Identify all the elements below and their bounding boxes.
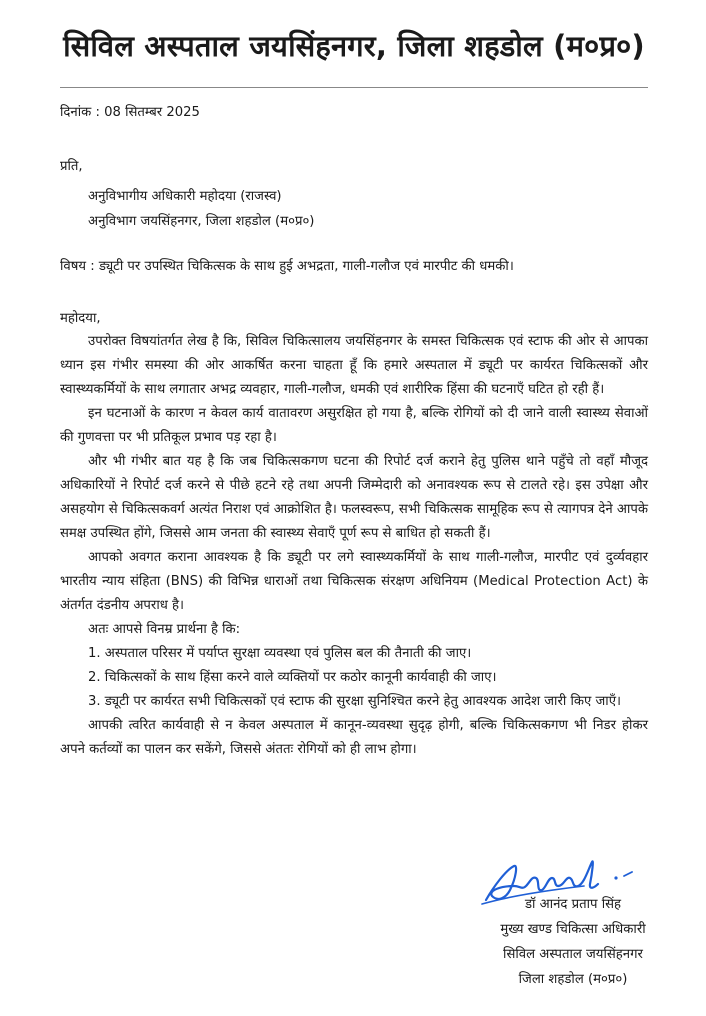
recipient-address — [60, 184, 648, 234]
request-item-3: 3. ड्यूटी पर कार्यरत सभी चिकित्सकों एवं स्टाफ की सुरक्षा सुनिश्चित करने हेतु आवश्यक आदेश जारी किए जाएँ। — [88, 694, 621, 709]
signatory-district: जिला शहडोल (म०प्र०) — [518, 972, 628, 987]
signatory-organization: सिविल अस्पताल जयसिंहनगर — [503, 947, 643, 962]
letterhead-title: सिविल अस्पताल जयसिंहनगर, जिला शहडोल (म०प्र०) — [63, 29, 645, 63]
body-paragraph-3: और भी गंभीर बात यह है कि जब चिकित्सकगण घटना की रिपोर्ट दर्ज कराने हेतु पुलिस थाने पहुँचे तो वहाँ मौजूद अधिकारियों ने रिपोर्ट दर्ज करने से पीछे हटने रहे तथा अपनी जिम्मेदारी को अनावश्यक रूप से टालते रहे। इस उपेक्षा और असहयोग से चिकित्सकवर्ग अत्यंत निराश एवं आक्रोशित है। फलस्वरूप, सभी चिकित्सक सामूहिक रूप से त्यागपत्र देने आपके समक्ष उपस्थित होंगे, जिससे आम जनता की स्वास्थ्य सेवाएँ पूर्ण रूप से बाधित हो सकती हैं। — [60, 454, 648, 541]
signatory-designation: मुख्य खण्ड चिकित्सा अधिकारी — [500, 922, 646, 937]
header-divider — [60, 87, 648, 88]
request-intro: अतः आपसे विनम्र प्रार्थना है कि: — [88, 622, 241, 637]
closing-paragraph: आपकी त्वरित कार्यवाही से न केवल अस्पताल में कानून-व्यवस्था सुदृढ़ होगी, बल्कि चिकित्सकगण भी निडर होकर अपने कर्तव्यों का पालन कर सकेंगे, जिससे अंततः रोगियों को ही लाभ होगा। — [60, 718, 648, 757]
recipient-line-2: अनुविभाग जयसिंहनगर, जिला शहडोल (म०प्र०) — [88, 214, 315, 229]
letter-date: दिनांक : 08 सितम्बर 2025 — [60, 105, 200, 120]
signatory-name: डॉ आनंद प्रताप सिंह — [524, 897, 622, 912]
request-item-1: 1. अस्पताल परिसर में पर्याप्त सुरक्षा व्यवस्था एवं पुलिस बल की तैनाती की जाए। — [88, 646, 472, 661]
request-item-2: 2. चिकित्सकों के साथ हिंसा करने वाले व्यक्तियों पर कठोर कानूनी कार्यवाही की जाए। — [88, 670, 497, 685]
body-paragraph-4: आपको अवगत कराना आवश्यक है कि ड्यूटी पर लगे स्वास्थ्यकर्मियों के साथ गाली-गलौज, मारपीट एवं दुर्व्यवहार भारतीय न्याय संहिता (BNS) की विभिन्न धाराओं तथा चिकित्सक संरक्षण अधिनियम (Medical Protection Act) के अंतर्गत दंडनीय अपराध है। — [60, 550, 648, 613]
letter-body — [60, 330, 648, 762]
signature-block — [478, 856, 668, 992]
handwritten-signature-icon — [480, 856, 640, 908]
letter-subject: विषय : ड्यूटी पर उपस्थित चिकित्सक के साथ हुई अभद्रता, गाली-गलौज एवं मारपीट की धमकी। — [60, 259, 514, 274]
recipient-line-1: अनुविभागीय अधिकारी महोदया (राजस्व) — [88, 189, 282, 204]
salutation: महोदया, — [60, 311, 101, 326]
body-paragraph-1: उपरोक्त विषयांतर्गत लेख है कि, सिविल चिकित्सालय जयसिंहनगर के समस्त चिकित्सक एवं स्टाफ की ओर से आपका ध्यान इस गंभीर समस्या की ओर आकर्षित करना चाहता हूँ कि हमारे अस्पताल में ड्यूटी पर कार्यरत चिकित्सकों और स्वास्थ्यकर्मियों के साथ लगातार अभद्र व्यवहार, गाली-गलौज, धमकी एवं शारीरिक हिंसा की घटनाएँ घटित हो रही हैं। — [60, 334, 648, 397]
body-paragraph-2: इन घटनाओं के कारण न केवल कार्य वातावरण असुरक्षित हो गया है, बल्कि रोगियों को दी जाने वाली स्वास्थ्य सेवाओं की गुणवत्ता पर भी प्रतिकूल प्रभाव पड़ रहा है। — [60, 406, 648, 445]
recipient-prefix: प्रति, — [60, 159, 83, 174]
